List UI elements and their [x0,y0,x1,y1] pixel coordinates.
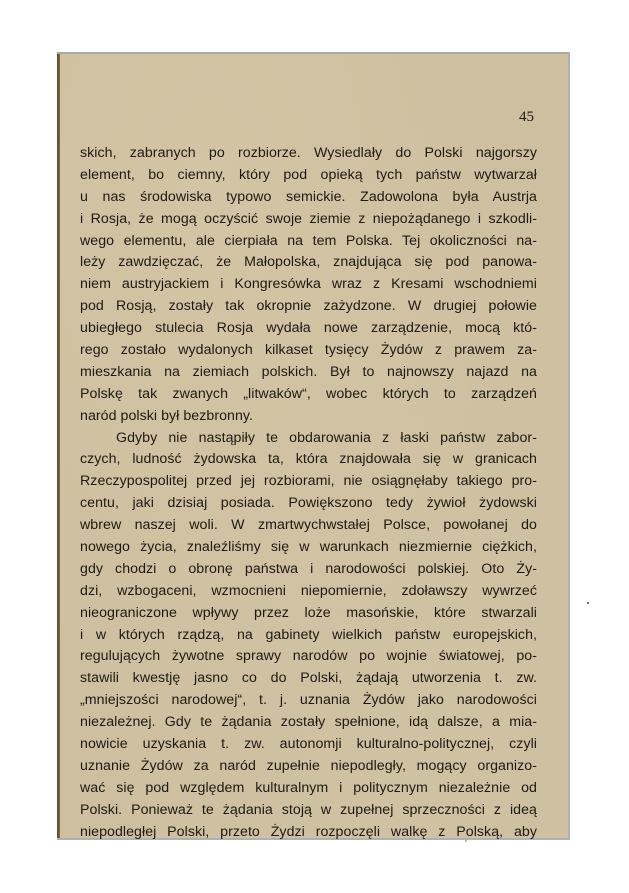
text-line: ubiegłego stulecia Rosja wydała nowe zarządzenie, mocą któ- [80,320,537,337]
text-line: i w których rządzą, na gabinety wielkich państw europejskich, [80,626,537,643]
text-line: Polski. Ponieważ te żądania stoją w zupełnej sprzeczności z ideą [80,801,537,818]
text-line: Gdyby nie nastąpiły te obdarowania z łaski państw zabor- [116,429,537,446]
text-line: stawili kwestję jasno co do Polski, żądają utworzenia t. zw. [80,670,537,687]
text-line: u nas środowiska typowo semickie. Zadowolona była Austrja [80,188,537,205]
text-line: wego elementu, ale cierpiała na tem Polska. Tej okoliczności na- [80,232,537,249]
text-line: rego zostało wydalonych kilkaset tysięcy Żydów z prawem za- [80,342,537,359]
page-spine-shadow [57,54,60,838]
text-line: naród polski był bezbronny. [80,407,254,424]
paper-speck [465,840,467,842]
scanned-book-page [57,52,570,840]
text-line: niezależnej. Gdy te żądania zostały spełnione, idą dalsze, a mia- [80,714,537,731]
text-line: i Rosja, że mogą oczyścić swoje ziemie z niepożądanego i szkodli- [80,210,537,227]
text-line: Rzeczypospolitej przed jej rozbiorami, nie osiągnęłaby takiego pro- [80,473,537,490]
body-text [80,143,537,844]
text-line: Polskę tak zwanych „litwaków“, wobec których to zarządzeń [80,385,537,402]
text-line: leży zawdzięczać, że Małopolska, znajdująca się pod panowa- [80,254,537,271]
text-line: nowego życia, znaleźliśmy się w warunkach niezmiernie ciężkich, [80,539,537,556]
text-line: skich, zabranych po rozbiorze. Wysiedlały do Polski najgorszy [80,145,537,161]
text-line: pod Rosją, zostały tak okropnie zażydzone. W drugiej połowie [80,298,537,315]
text-line: wać się pod względem kulturalnym i politycznym niezależnie od [80,779,537,796]
text-line: element, bo ciemny, który pod opieką tych państw wytwarzał [80,166,537,183]
text-line: nieograniczone wpływy przez loże masońskie, które stwarzali [80,604,537,621]
text-line: czych, ludność żydowska ta, która znajdowała się w granicach [80,451,537,468]
text-line: centu, jaki dzisiaj posiada. Powiększono tedy żywioł żydowski [80,495,537,512]
paper-speck [587,602,589,604]
text-line: „mniejszości narodowej“, t. j. uznania Żydów jako narodowości [80,692,537,709]
text-line: gdy chodzi o obronę państwa i narodowości polskiej. Oto Ży- [80,560,537,577]
text-line: niem austryjackiem i Kongresówka wraz z Kresami wschodniemi [80,276,537,293]
page-number: 45 [519,109,534,125]
text-line: nowicie uzyskania t. zw. autonomji kulturalno-politycznej, czyli [80,736,537,753]
text-line: wbrew naszej woli. W zmartwychwstałej Polsce, powołanej do [80,517,537,534]
text-line: mieszkania na ziemiach polskich. Był to najnowszy najazd na [80,363,537,380]
text-line: regulujących żywotne sprawy narodów po wojnie światowej, po- [80,648,537,665]
text-line: dzi, wzbogaceni, wzmocnieni niepomiernie, zdoławszy wywrzeć [80,582,537,599]
text-line: uznanie Żydów za naród zupełnie niepodległy, mogący organizo- [80,757,537,774]
text-line: niepodległej Polski, przeto Żydzi rozpoczęli walkę z Polską, aby [80,823,537,840]
